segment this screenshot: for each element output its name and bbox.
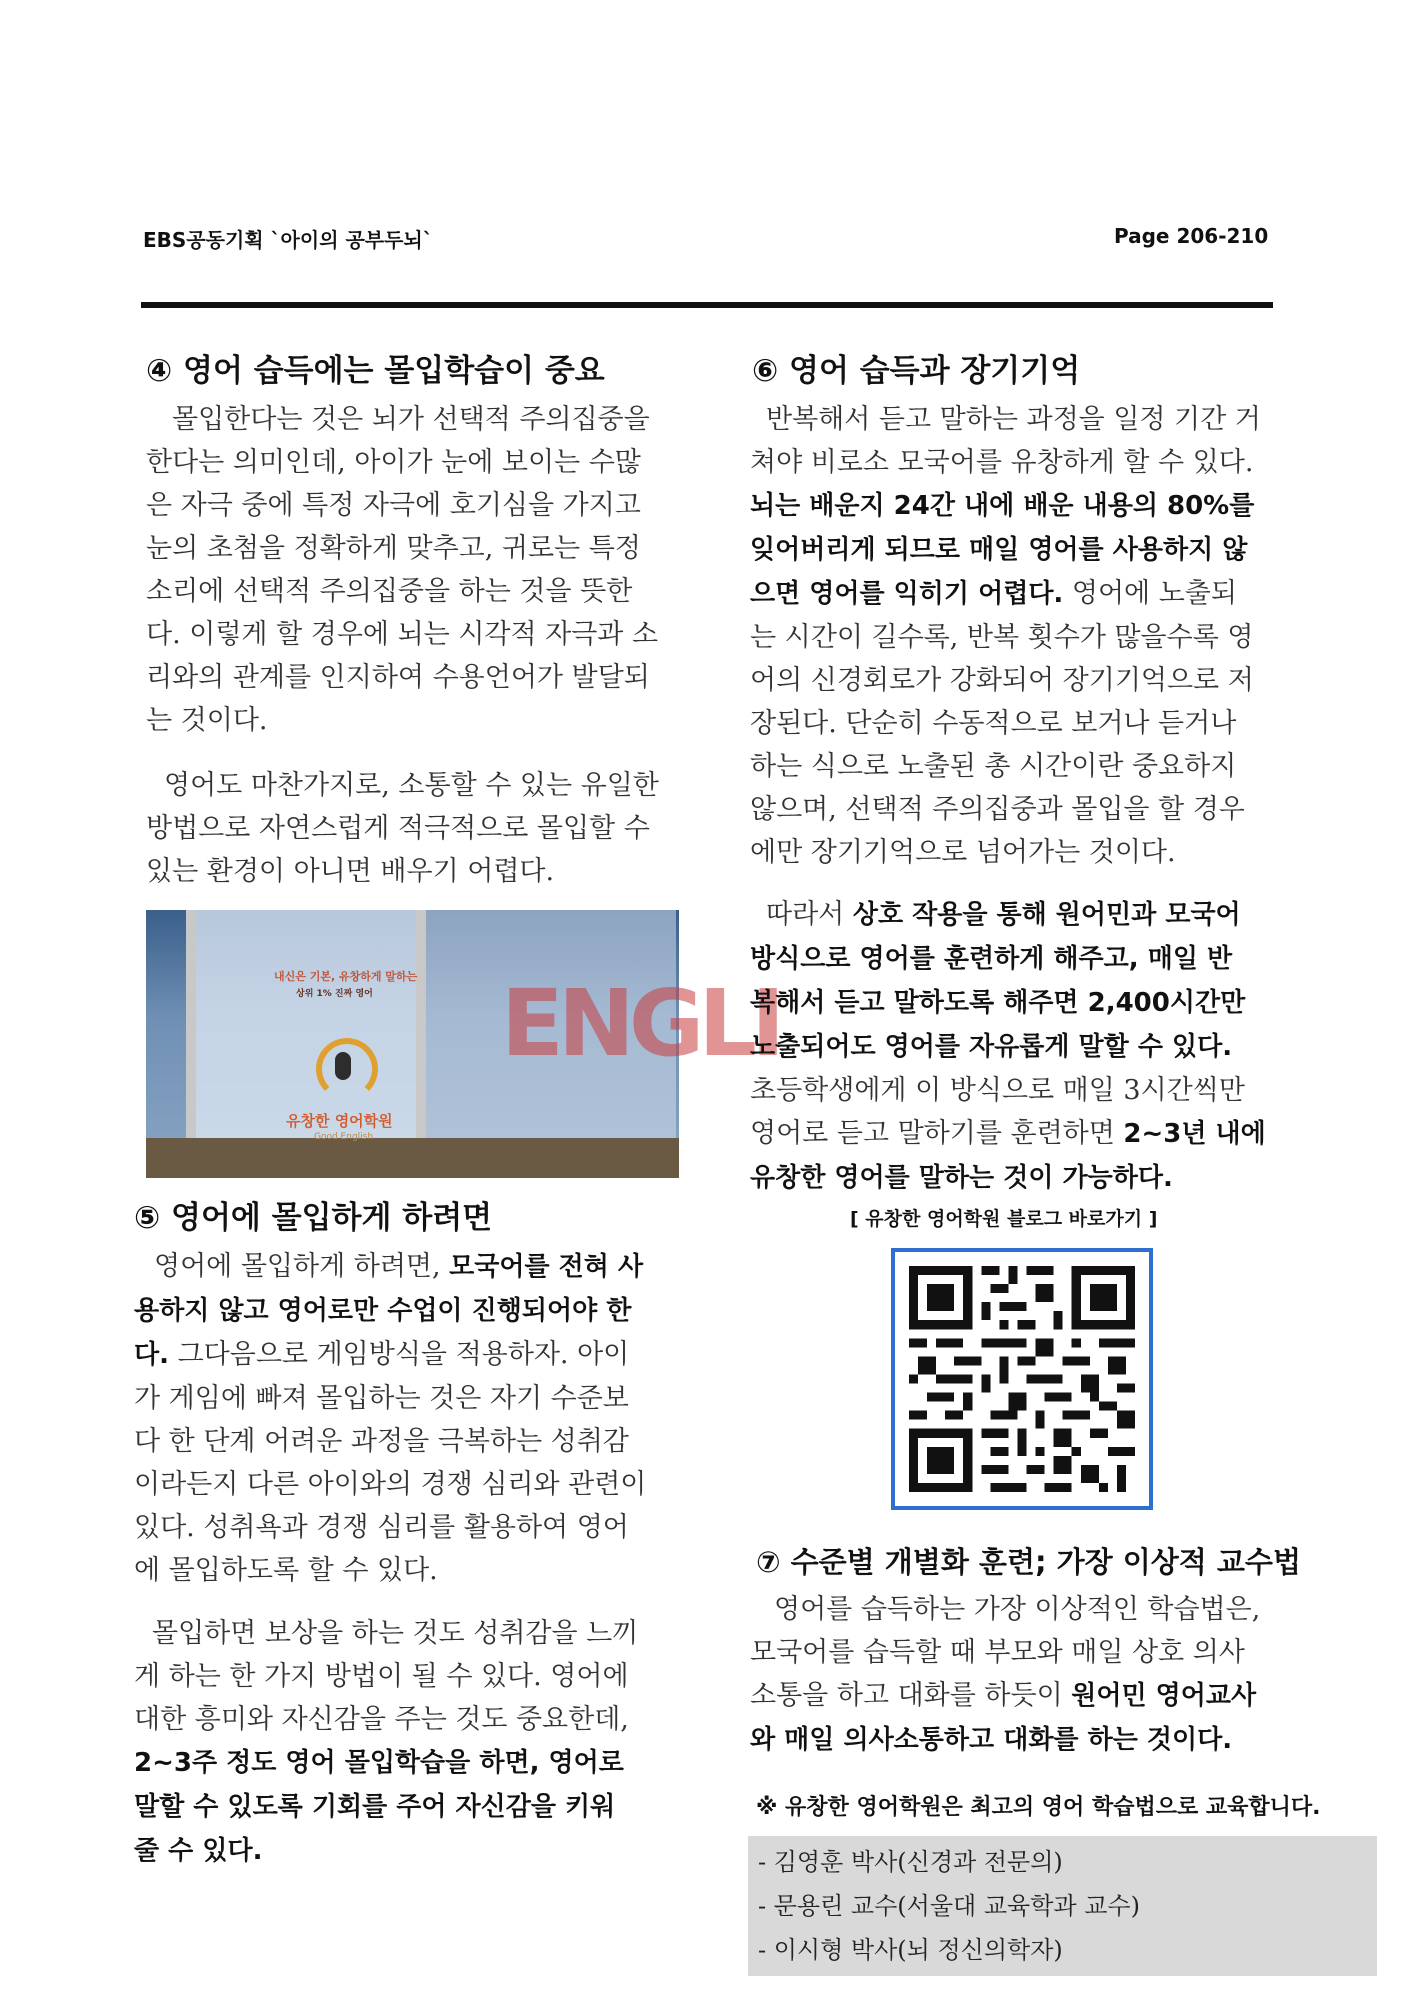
text-line: 하는 식으로 노출된 총 시간이란 중요하지 — [750, 751, 1237, 782]
text-line: 몰입한다는 것은 뇌가 선택적 주의집중을 — [172, 404, 650, 435]
text-line — [750, 528, 1295, 572]
text-line: 에 몰입하도록 할 수 있다. — [134, 1555, 438, 1586]
text-line: 초등학생에게 이 방식으로 매일 3시간씩만 — [750, 1075, 1245, 1106]
text-bold: 상호 작용을 통해 원어민과 모국어 — [852, 900, 1241, 930]
text-bold: 복해서 듣고 말하도록 해주면 2,400시간만 — [750, 988, 1246, 1018]
academy-brand-sub: Good English — [314, 1132, 374, 1142]
text-line — [134, 1785, 679, 1829]
text-line: 않으며, 선택적 주의집중과 몰입을 할 경우 — [750, 794, 1245, 825]
door-sign-line2: 상위 1% 진짜 영어 — [296, 989, 373, 999]
text-line — [750, 937, 1295, 981]
text-bold: 2~3년 내에 — [1123, 1119, 1266, 1149]
text-bold: 원어민 영어교사 — [1071, 1681, 1257, 1711]
text-bold: 노출되어도 영어를 자유롭게 말할 수 있다. — [750, 1032, 1233, 1062]
text-plain: 소통을 하고 대화를 하듯이 — [750, 1680, 1072, 1711]
section5-paragraph2 — [134, 1612, 679, 1873]
page-range: Page 206-210 — [1114, 224, 1269, 248]
text-bold: 2~3주 정도 영어 몰입학습을 하면, 영어로 — [134, 1748, 624, 1778]
text-line: 영어도 마찬가지로, 소통할 수 있는 유일한 — [164, 770, 659, 801]
text-line: 있다. 성취욕과 경쟁 심리를 활용하여 영어 — [134, 1512, 629, 1543]
wall-graphic-text: ENGLI — [501, 970, 780, 1077]
text-line: 모국어를 습득할 때 부모와 매일 상호 의사 — [750, 1637, 1245, 1668]
section7-paragraph — [750, 1588, 1295, 1762]
text-bold: 용하지 않고 영어로만 수업이 진행되어야 한 — [134, 1296, 632, 1326]
text-line: 반복해서 듣고 말하는 과정을 일정 기간 거 — [766, 404, 1261, 435]
text-plain: 따라서 — [766, 899, 853, 930]
academy-notice: ※ 유창한 영어학원은 최고의 영어 학습법으로 교육합니다. — [756, 1795, 1321, 1820]
text-line — [750, 1156, 1295, 1200]
section6-paragraph2 — [750, 893, 1295, 1200]
section5-paragraph1 — [134, 1245, 679, 1592]
text-line: 영어를 습득하는 가장 이상적인 학습법은, — [774, 1594, 1261, 1625]
text-line: 는 시간이 길수록, 반복 횟수가 많을수록 영 — [750, 622, 1254, 653]
text-line: 소리에 선택적 주의집중을 하는 것을 뜻한 — [146, 576, 633, 607]
text-line: 어의 신경회로가 강화되어 장기기억으로 저 — [750, 665, 1254, 696]
text-line: 쳐야 비로소 모국어를 유창하게 할 수 있다. — [750, 447, 1254, 478]
text-line: 대한 흥미와 자신감을 주는 것도 중요한데, — [134, 1704, 629, 1735]
header-title: EBS공동기획 `아이의 공부두뇌` — [143, 228, 433, 252]
credit-item: - 문용린 교수(서울대 교육학과 교수) — [758, 1892, 1140, 1920]
text-line — [750, 981, 1295, 1025]
blog-qr-code[interactable] — [891, 1248, 1153, 1510]
text-line: 눈의 초첨을 정확하게 맞추고, 귀로는 특정 — [146, 533, 641, 564]
section5-heading: ⑤ 영어에 몰입하게 하려면 — [134, 1200, 493, 1236]
text-bold: 방식으로 영어를 훈련하게 해주고, 매일 반 — [750, 944, 1233, 974]
text-line — [750, 484, 1295, 528]
text-line: 게 하는 한 가지 방법이 될 수 있다. 영어에 — [134, 1661, 629, 1692]
text-line — [134, 1289, 679, 1333]
text-line — [134, 1741, 679, 1785]
text-line: 다. 이렇게 할 경우에 뇌는 시각적 자극과 소 — [146, 619, 659, 650]
header-divider — [141, 302, 1273, 308]
text-line — [134, 1829, 679, 1873]
floor — [146, 1138, 679, 1178]
academy-entrance-photo — [146, 910, 780, 1178]
text-line: 방법으로 자연스럽게 적극적으로 몰입할 수 — [146, 813, 650, 844]
credit-item: - 김영훈 박사(신경과 전문의) — [758, 1848, 1063, 1876]
qr-code-icon — [909, 1266, 1135, 1492]
text-bold: 말할 수 있도록 기회를 주어 자신감을 키워 — [134, 1792, 616, 1822]
text-line: 몰입하면 보상을 하는 것도 성취감을 느끼 — [152, 1618, 639, 1649]
text-line: 가 게임에 빠져 몰입하는 것은 자기 수준보 — [134, 1383, 629, 1414]
expert-credits — [748, 1836, 1377, 1976]
section4-paragraph1 — [146, 398, 686, 742]
text-line — [750, 893, 1295, 937]
text-line — [750, 1025, 1295, 1069]
text-line: 다 한 단계 어려운 과정을 극복하는 성취감 — [134, 1426, 629, 1457]
text-bold: 뇌는 배운지 24간 내에 배운 내용의 80%를 — [750, 491, 1255, 521]
text-bold: 으면 영어를 익히기 어렵다. — [750, 579, 1064, 609]
text-bold: 모국어를 전혀 사 — [449, 1252, 644, 1282]
text-plain: 그다음으로 게임방식을 적용하자. 아이 — [177, 1339, 630, 1370]
text-line: 은 자극 중에 특정 자극에 호기심을 가지고 — [146, 490, 641, 521]
section4-paragraph2 — [146, 764, 686, 893]
text-line — [134, 1245, 679, 1289]
text-line — [134, 1333, 679, 1377]
text-line: 는 것이다. — [146, 705, 268, 736]
text-line: 이라든지 다른 아이와의 경쟁 심리와 관련이 — [134, 1469, 647, 1500]
text-bold: 다. — [134, 1340, 169, 1370]
section4-heading: ④ 영어 습득에는 몰입학습이 중요 — [146, 353, 605, 389]
text-line: 장된다. 단순히 수동적으로 보거나 듣거나 — [750, 708, 1237, 739]
text-bold: 유창한 영어를 말하는 것이 가능하다. — [750, 1163, 1173, 1193]
text-line — [750, 572, 1295, 616]
text-plain: 영어에 몰입하게 하려면, — [154, 1251, 450, 1282]
section6-heading: ⑥ 영어 습득과 장기기억 — [752, 353, 1081, 389]
text-bold: 줄 수 있다. — [134, 1836, 263, 1866]
text-bold: 와 매일 의사소통하고 대화를 하는 것이다. — [750, 1725, 1233, 1755]
section7-heading: ⑦ 수준별 개별화 훈련; 가장 이상적 교수법 — [756, 1545, 1301, 1579]
text-line — [750, 1718, 1295, 1762]
text-plain: 영어로 듣고 말하기를 훈련하면 — [750, 1118, 1124, 1149]
text-line — [750, 1674, 1295, 1718]
text-line: 있는 환경이 아니면 배우기 어렵다. — [146, 856, 555, 887]
text-line — [750, 1112, 1295, 1156]
microphone-icon — [335, 1052, 351, 1080]
text-plain: 영어에 노출되 — [1063, 578, 1237, 609]
credit-item: - 이시형 박사(뇌 정신의학자) — [758, 1936, 1063, 1964]
text-line: 에만 장기기억으로 넘어가는 것이다. — [750, 837, 1176, 868]
text-line: 리와의 관계를 인지하여 수용언어가 발달되 — [146, 662, 650, 693]
blog-link-caption[interactable]: [ 유창한 영어학원 블로그 바로가기 ] — [850, 1208, 1158, 1230]
section6-paragraph1 — [750, 398, 1295, 874]
text-line: 한다는 의미인데, 아이가 눈에 보이는 수많 — [146, 447, 641, 478]
text-bold: 잊어버리게 되므로 매일 영어를 사용하지 않 — [750, 535, 1248, 565]
academy-brand: 유창한 영어학원 — [286, 1112, 393, 1130]
door-sign-line1: 내신은 기본, 유창하게 말하는 — [274, 970, 418, 983]
